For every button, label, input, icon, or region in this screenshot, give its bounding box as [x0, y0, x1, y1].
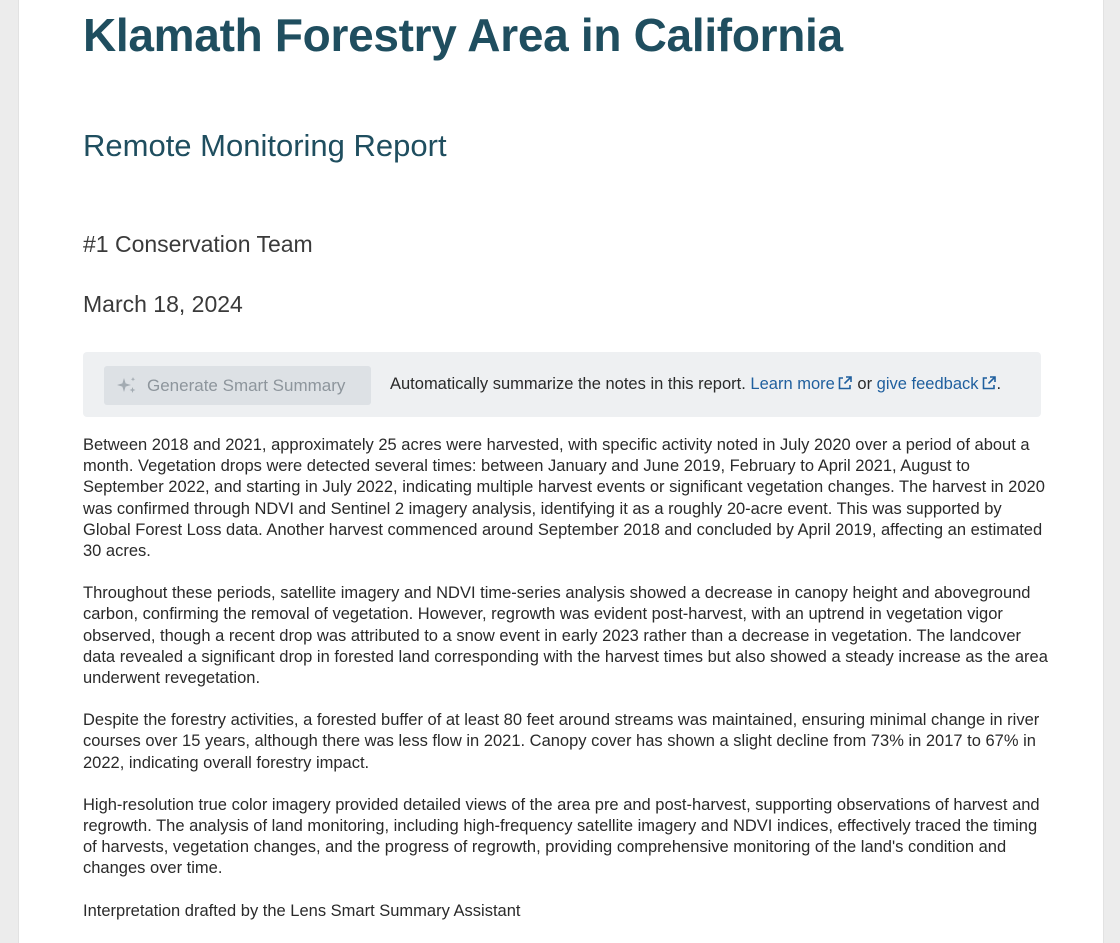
learn-more-link[interactable] — [750, 375, 852, 393]
body-paragraph: Throughout these periods, satellite imagery and NDVI time-series analysis showed a decrease in canopy height and aboveground carbon, confirming the removal of vegetation. However, regrowth was evident post-harvest, with an uptrend in vegetation vigor observed, though a recent drop was attributed to a snow event in early 2023 rather than a decrease in vegetation. The landcover data revealed a significant drop in forested land corresponding with the harvest times but also showed a steady increase as the area underwent revegetation. — [83, 584, 1048, 688]
external-link-icon — [981, 375, 997, 391]
learn-more-label: Learn more — [750, 375, 835, 393]
end-punctuation: . — [996, 375, 1002, 393]
give-feedback-link[interactable] — [877, 375, 997, 393]
sparkles-icon — [116, 375, 138, 397]
body-paragraph: High-resolution true color imagery provided detailed views of the area pre and post-harvest, supporting observations of harvest and regrowth. The analysis of land monitoring, including high-frequency satellite imagery and NDVI indices, effectively traced the timing of harvests, vegetation changes, and the progress of regrowth, providing comprehensive monitoring of the land's condition and changes over time. — [83, 795, 1040, 878]
external-link-icon — [837, 375, 853, 391]
report-date: March 18, 2024 — [83, 291, 243, 317]
summary-description — [390, 375, 1001, 394]
smart-summary-bar — [83, 352, 1041, 417]
report-body — [83, 435, 1049, 943]
generate-smart-summary-button[interactable] — [104, 366, 371, 405]
page-title: Klamath Forestry Area in California — [83, 9, 843, 61]
report-page — [18, 0, 1104, 943]
summary-description-text: Automatically summarize the notes in this report. — [390, 375, 746, 393]
team-name: #1 Conservation Team — [83, 231, 313, 257]
give-feedback-label: give feedback — [876, 375, 979, 393]
body-paragraph: Between 2018 and 2021, approximately 25 acres were harvested, with specific activity noted in July 2020 over a period of about a month. Vegetation drops were detected several times: between January and June 2019, February to April 2021, August to September 2022, and starting in July 2022, indicating multiple harvest events or significant vegetation changes. The harvest in 2020 was confirmed through NDVI and Sentinel 2 imagery analysis, identifying it as a roughly 20-acre event. This was supported by Global Forest Loss data. Another harvest commenced around September 2018 and concluded by April 2019, affecting an estimated 30 acres. — [83, 436, 1045, 561]
link-connector: or — [857, 375, 873, 393]
report-subtitle: Remote Monitoring Report — [83, 128, 447, 163]
generate-button-label: Generate Smart Summary — [147, 375, 346, 395]
body-paragraph: Despite the forestry activities, a forested buffer of at least 80 feet around streams was maintained, ensuring minimal change in river courses over 15 years, although there was less flow in 2021. Canopy cover has shown a slight decline from 73% in 2017 to 67% in 2022, indicating overall forestry impact. — [83, 711, 1040, 772]
interpretation-note: Interpretation drafted by the Lens Smart Summary Assistant — [83, 901, 521, 920]
